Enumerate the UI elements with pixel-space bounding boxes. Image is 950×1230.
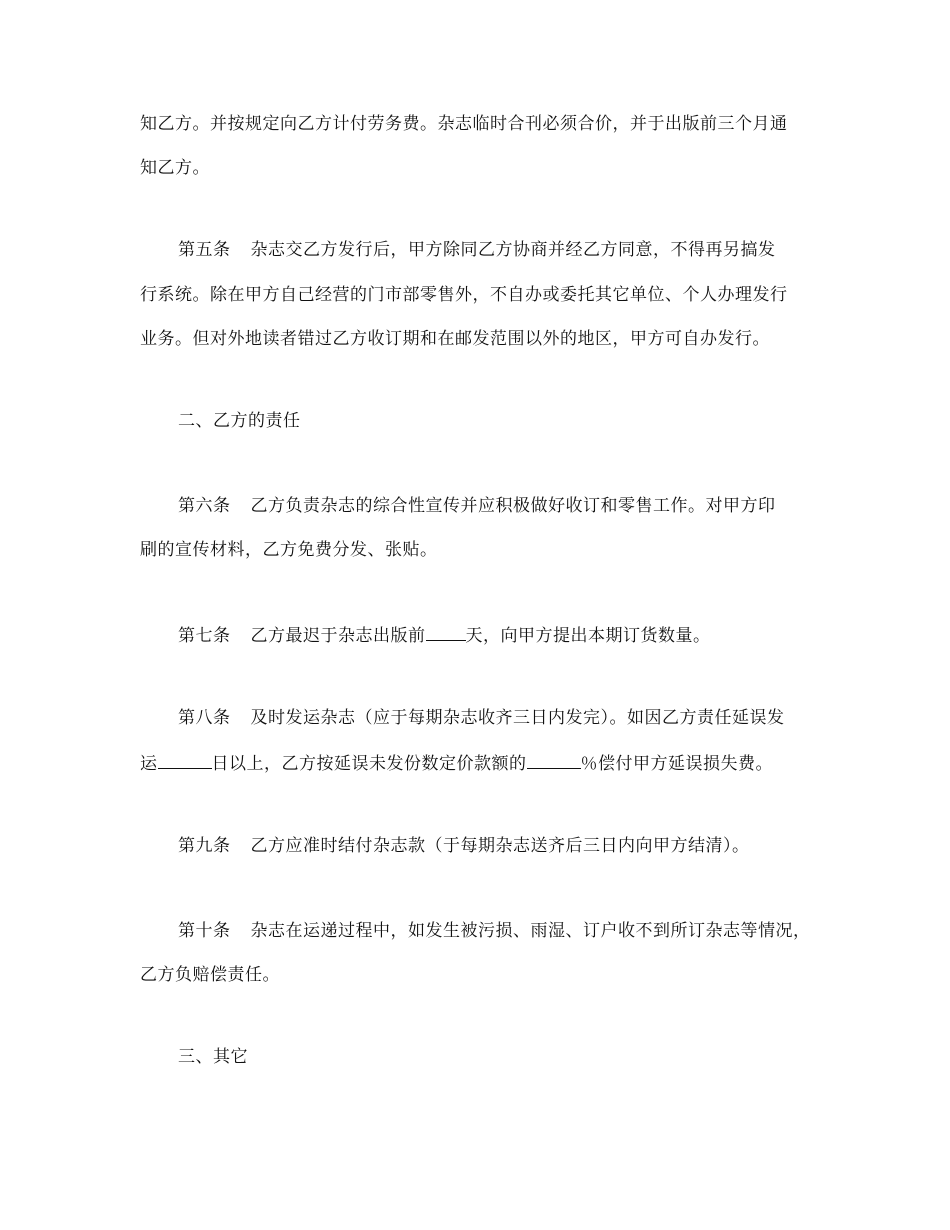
article-10-label: 第十条 xyxy=(178,921,231,941)
article-9-line xyxy=(178,836,830,856)
article-5-line-1 xyxy=(178,240,830,260)
article-7-line xyxy=(178,624,830,646)
article-5-line-3: 业务。但对外地读者错过乙方收订期和在邮发范围以外的地区，甲方可自办发行。 xyxy=(140,329,770,349)
article-5-text-1: 杂志交乙方发行后，甲方除同乙方协商并经乙方同意，不得再另搞发 xyxy=(250,240,776,260)
article-10-line-2: 乙方负赔偿责任。 xyxy=(140,965,280,985)
article-6-line-1 xyxy=(178,496,830,516)
continuation-line-1: 知乙方。并按规定向乙方计付劳务费。杂志临时合刊必须合价，并于出版前三个月通 xyxy=(140,114,788,134)
section-3-heading: 三、其它 xyxy=(178,1047,248,1067)
article-10-line-1 xyxy=(178,921,830,941)
article-7-days-blank[interactable] xyxy=(426,624,466,641)
article-6-line-2: 刷的宣传材料，乙方免费分发、张贴。 xyxy=(140,540,438,560)
article-7-label: 第七条 xyxy=(178,626,231,646)
article-5-line-2: 行系统。除在甲方自己经营的门市部零售外，不自办或委托其它单位、个人办理发行 xyxy=(140,285,788,305)
continuation-line-2: 知乙方。 xyxy=(140,158,210,178)
article-8-text-2b: 日以上，乙方按延误未发份数定价款额的 xyxy=(211,754,527,774)
article-6-label: 第六条 xyxy=(178,496,231,516)
article-5-label: 第五条 xyxy=(178,240,231,260)
article-9-text: 乙方应准时结付杂志款（于每期杂志送齐后三日内向甲方结清）。 xyxy=(250,836,750,856)
article-7-text-before: 乙方最迟于杂志出版前 xyxy=(250,626,426,646)
article-8-text-2c: ％偿付甲方延误损失费。 xyxy=(580,754,773,774)
article-8-line-1 xyxy=(178,708,830,728)
article-8-label: 第八条 xyxy=(178,708,231,728)
section-2-heading: 二、乙方的责任 xyxy=(178,411,301,431)
article-8-percent-blank[interactable] xyxy=(527,752,581,769)
article-10-text-1: 杂志在运递过程中，如发生被污损、雨湿、订户收不到所订杂志等情况， xyxy=(250,921,811,941)
article-8-days-blank[interactable] xyxy=(158,752,212,769)
article-8-text-2a: 运 xyxy=(140,754,158,774)
article-6-text-1: 乙方负责杂志的综合性宣传并应积极做好收订和零售工作。对甲方印 xyxy=(250,496,776,516)
article-7-text-after: 天，向甲方提出本期订货数量。 xyxy=(465,626,711,646)
article-8-text-1: 及时发运杂志（应于每期杂志收齐三日内发完）。如因乙方责任延误发 xyxy=(250,708,785,728)
article-8-line-2 xyxy=(140,752,830,774)
article-9-label: 第九条 xyxy=(178,836,231,856)
